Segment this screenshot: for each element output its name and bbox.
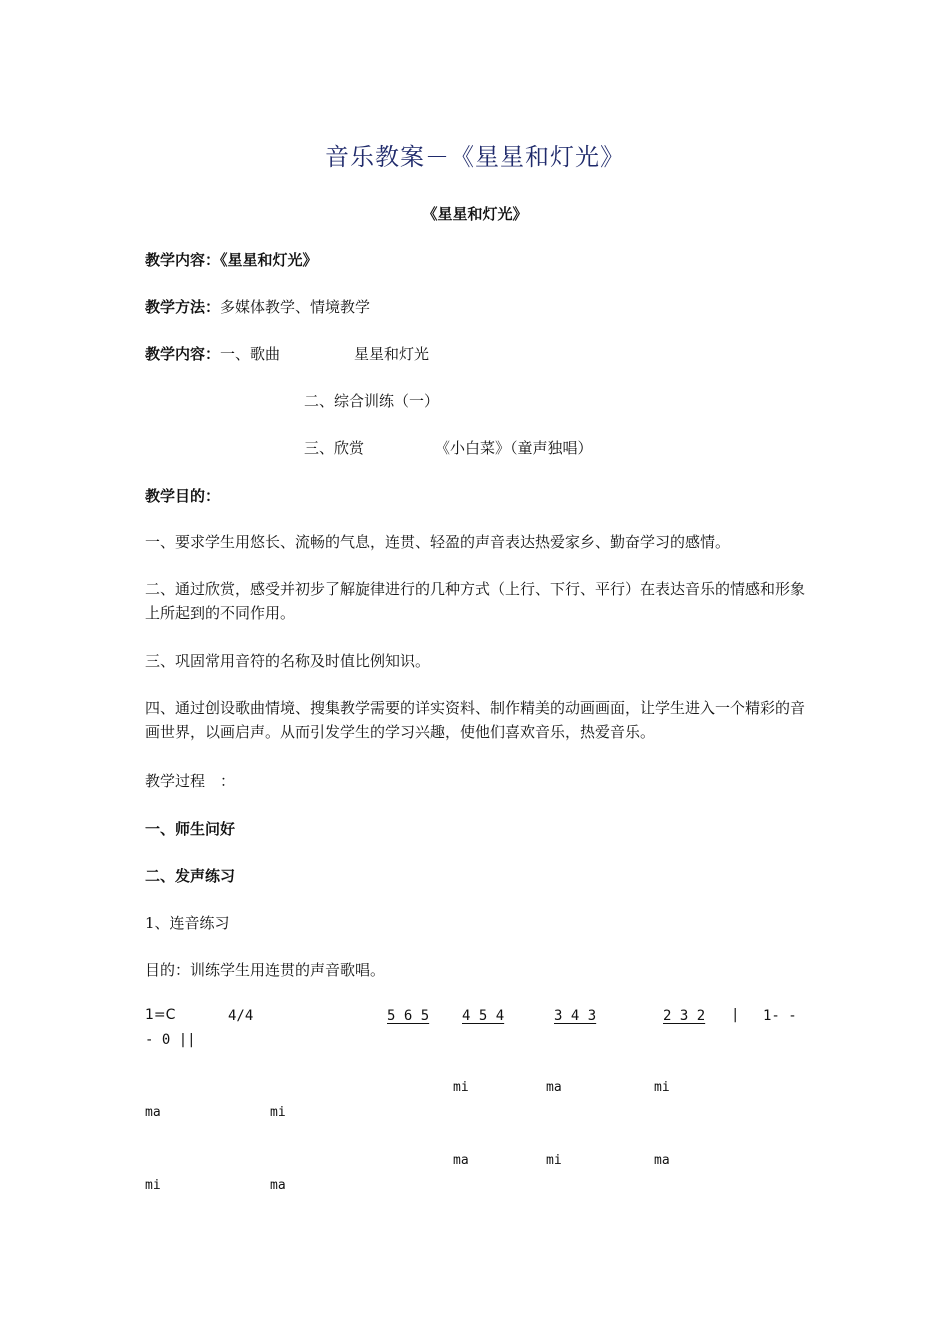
syllable: mi: [145, 1178, 161, 1193]
goal-3: 三、巩固常用音符的名称及时值比例知识。: [145, 652, 431, 670]
item-1-name: 星星和灯光: [354, 345, 430, 363]
page-title: 音乐教案－《星星和灯光》: [325, 143, 625, 171]
content2-label: 教学内容：: [145, 345, 221, 363]
content-label: 教学内容：: [145, 251, 221, 269]
sub-step-1: 1、连音练习: [145, 914, 230, 932]
note-group-1: 5 6 5: [387, 1008, 430, 1024]
syllable: ma: [546, 1080, 562, 1095]
item-2-num: 二、综合训练（一）: [304, 392, 440, 410]
syllable: ma: [145, 1105, 161, 1120]
syllable: mi: [546, 1153, 562, 1168]
syllable: mi: [453, 1080, 469, 1095]
goals-label: 教学目的：: [145, 487, 221, 505]
goal-1: 一、要求学生用悠长、流畅的气息，连贯、轻盈的声音表达热爱家乡、勤奋学习的感情。: [145, 533, 731, 551]
item-1-num: 一、歌曲: [220, 345, 281, 363]
note-group-2: 4 5 4: [462, 1008, 505, 1024]
key-signature: 1=C: [145, 1007, 176, 1023]
note-group-3: 3 4 3: [554, 1008, 597, 1024]
method-label: 教学方法：: [145, 298, 221, 316]
note-group-4: 2 3 2: [663, 1008, 706, 1024]
purpose-text: 目的：训练学生用连贯的声音歌唱。: [145, 961, 386, 979]
method-line: [145, 296, 370, 317]
method-value: 多媒体教学、情境教学: [220, 298, 371, 316]
syllable: ma: [654, 1153, 670, 1168]
content-line: [145, 249, 318, 270]
goal-4: 四、通过创设歌曲情境、搜集教学需要的详实资料、制作精美的动画画面，让学生进入一个精彩的音画世界，以画启声。从而引发学生的学习兴趣，使他们喜欢音乐，热爱音乐。: [145, 699, 806, 741]
step-1: 一、师生问好: [145, 820, 236, 838]
song-title: 《星星和灯光》: [422, 205, 528, 223]
syllable: ma: [453, 1153, 469, 1168]
note-end-2: - 0 ||: [145, 1032, 196, 1048]
process-label: 教学过程 ：: [145, 772, 236, 790]
step-2: 二、发声练习: [145, 867, 236, 885]
goal-2: 二、通过欣赏，感受并初步了解旋律进行的几种方式（上行、下行、平行）在表达音乐的情感和形象上所起到的不同作用。: [145, 580, 806, 622]
content2-line: [145, 343, 280, 364]
item-3-num: 三、欣赏: [304, 439, 365, 457]
bar-line: |: [731, 1007, 740, 1023]
syllable: ma: [270, 1178, 286, 1193]
note-end-1: 1- -: [763, 1008, 797, 1024]
time-signature: 4/4: [228, 1008, 254, 1024]
content-value: 《星星和灯光》: [220, 251, 318, 269]
item-3-name: 《小白菜》（童声独唱）: [435, 439, 593, 457]
syllable: mi: [654, 1080, 670, 1095]
syllable: mi: [270, 1105, 286, 1120]
